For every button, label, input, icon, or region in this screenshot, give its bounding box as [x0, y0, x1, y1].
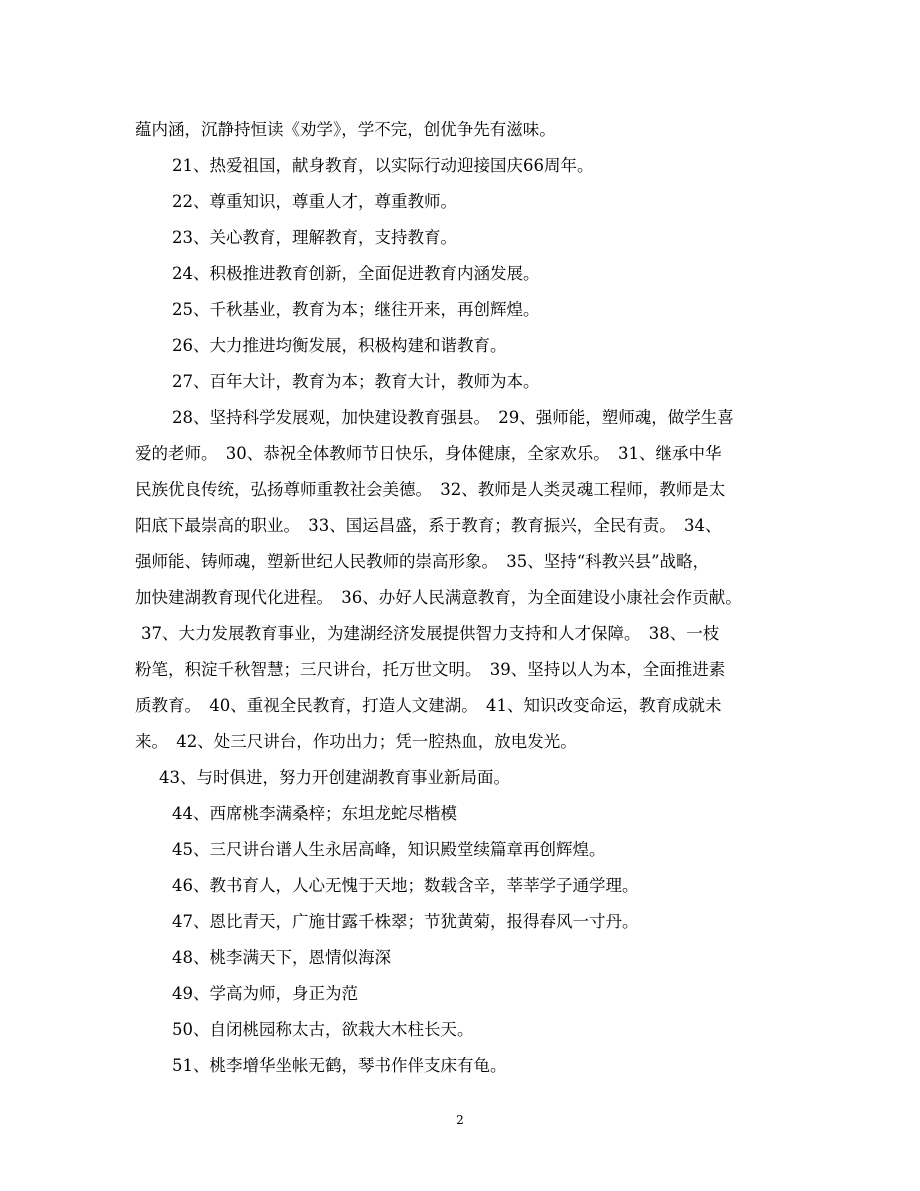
slogan-44: 44、西席桃李满桑梓；东坦龙蛇尽楷模	[172, 804, 457, 823]
paragraph-line-2: 爱的老师。 30、恭祝全体教师节日快乐，身体健康，全家欢乐。 31、继承中华	[135, 444, 722, 463]
paragraph-line-10: 来。 42、处三尺讲台，作功出力；凭一腔热血，放电发光。	[135, 732, 577, 751]
text-line-continuation: 蕴内涵，沉静持恒读《劝学》，学不完，创优争先有滋味。	[135, 120, 556, 139]
paragraph-line-9: 质教育。 40、重视全民教育，打造人文建湖。 41、知识改变命运，教育成就未	[135, 696, 722, 715]
page-number: 2	[456, 1113, 464, 1127]
paragraph-line-8: 粉笔，积淀千秋智慧；三尺讲台，托万世文明。 39、坚持以人为本，全面推进素	[135, 660, 726, 679]
slogan-43: 43、与时俱进，努力开创建湖教育事业新局面。	[159, 768, 510, 787]
slogan-23: 23、关心教育，理解教育，支持教育。	[172, 228, 457, 247]
slogan-21: 21、热爱祖国，献身教育，以实际行动迎接国庆66周年。	[172, 156, 594, 175]
slogan-24: 24、积极推进教育创新，全面促进教育内涵发展。	[172, 264, 540, 283]
slogan-50: 50、自闭桃园称太古，欲栽大木柱长天。	[172, 1020, 474, 1039]
slogan-26: 26、大力推进均衡发展，积极构建和谐教育。	[172, 336, 507, 355]
paragraph-line-1: 28、坚持科学发展观，加快建设教育强县。 29、强师能，塑师魂，做学生喜	[172, 408, 734, 427]
slogan-22: 22、尊重知识，尊重人才，尊重教师。	[172, 192, 457, 211]
slogan-49: 49、学高为师，身正为范	[172, 984, 358, 1003]
document-body	[135, 112, 780, 1084]
slogan-45: 45、三尺讲台谱人生永居高峰，知识殿堂续篇章再创辉煌。	[172, 840, 606, 859]
slogan-25: 25、千秋基业，教育为本；继往开来，再创辉煌。	[172, 300, 540, 319]
paragraph-line-4: 阳底下最崇高的职业。 33、国运昌盛，系于教育；教育振兴，全民有责。 34、	[135, 516, 722, 535]
slogan-27: 27、百年大计，教育为本；教育大计，教师为本。	[172, 372, 540, 391]
slogan-48: 48、桃李满天下，恩情似海深	[172, 948, 391, 967]
paragraph-line-3: 民族优良传统，弘扬尊师重教社会美德。 32、教师是人类灵魂工程师，教师是太	[135, 480, 726, 499]
slogan-47: 47、恩比青天，广施甘露千株翠；节犹黄菊，报得春风一寸丹。	[172, 912, 639, 931]
slogan-46: 46、教书育人，人心无愧于天地；数载含辛，莘莘学子通学理。	[172, 876, 639, 895]
paragraph-line-5: 强师能、铸师魂，塑新世纪人民教师的崇高形象。 35、坚持“科教兴县”战略，	[135, 552, 710, 571]
paragraph-line-6: 加快建湖教育现代化进程。 36、办好人民满意教育，为全面建设小康社会作贡献。	[135, 588, 742, 607]
paragraph-line-7: 37、大力发展教育事业，为建湖经济发展提供智力支持和人才保障。 38、一枝	[141, 624, 720, 643]
slogan-51: 51、桃李增华坐帐无鹤，琴书作伴支床有龟。	[172, 1056, 507, 1075]
